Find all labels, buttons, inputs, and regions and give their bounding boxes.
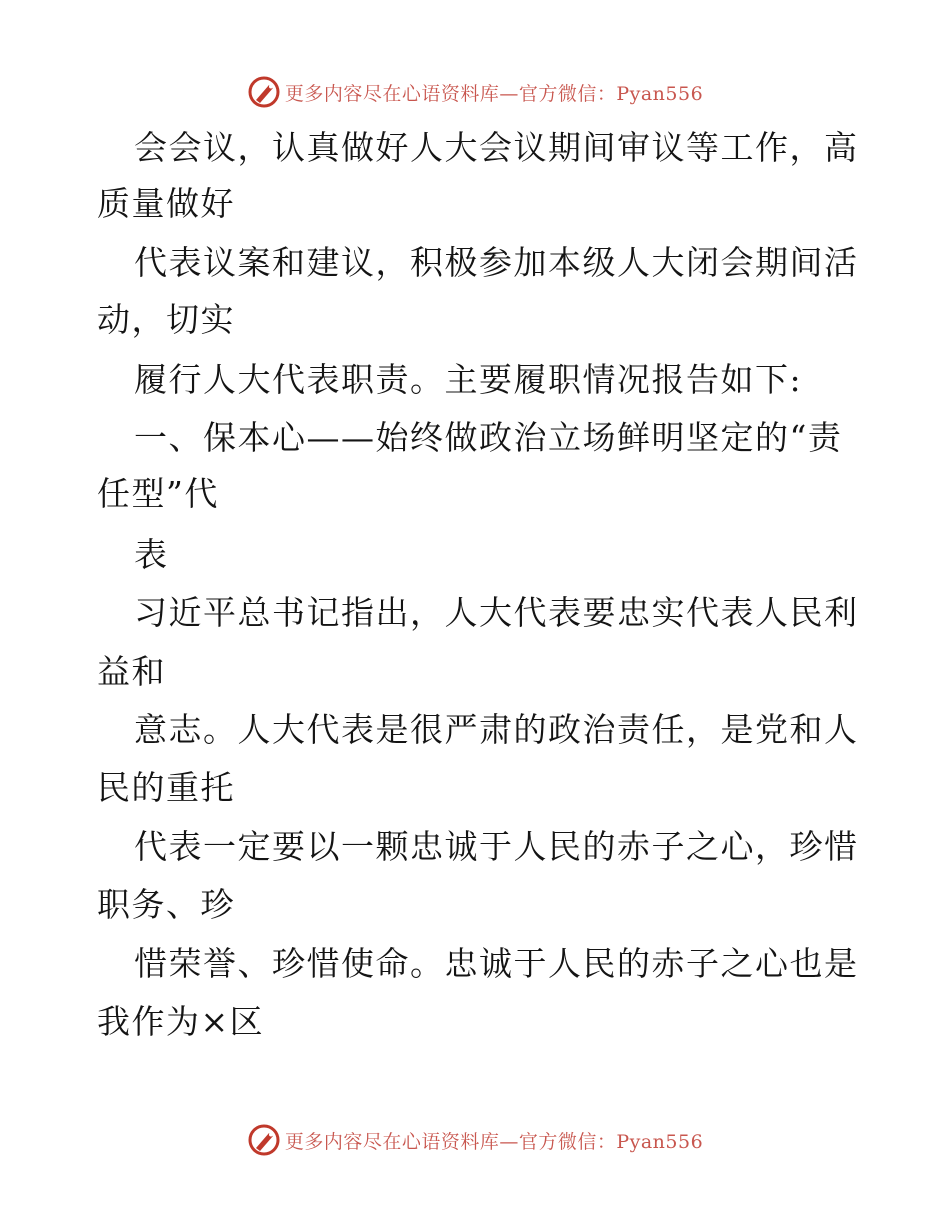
text-line: 代表议案和建议，积极参加本级人大闭会期间活 xyxy=(134,243,859,282)
text-line: 习近平总书记指出，人大代表要忠实代表人民利 xyxy=(134,593,859,632)
text-line: 一、保本心——始终做政治立场鲜明坚定的“责 xyxy=(134,418,843,457)
footer-banner xyxy=(0,1120,950,1160)
text-line: 质量做好 xyxy=(97,184,235,223)
text-line: 益和 xyxy=(97,652,166,691)
text-line: 民的重托 xyxy=(97,768,235,807)
pen-nib-logo-icon xyxy=(247,1123,281,1157)
text-line: 动，切实 xyxy=(97,300,235,339)
footer-banner-text: 更多内容尽在心语资料库—官方微信：Pyan556 xyxy=(284,1130,704,1153)
text-line: 惜荣誉、珍惜使命。忠诚于人民的赤子之心也是 xyxy=(134,944,859,983)
text-line: 履行人大代表职责。主要履职情况报告如下: xyxy=(134,360,803,399)
text-line: 代表一定要以一颗忠诚于人民的赤子之心，珍惜 xyxy=(134,827,859,866)
text-line: 职务、珍 xyxy=(97,885,235,924)
text-line: 会会议，认真做好人大会议期间审议等工作，高 xyxy=(134,128,859,167)
text-line: 任型”代 xyxy=(97,474,219,513)
text-line: 我作为×区 xyxy=(97,1002,265,1041)
header-banner-text: 更多内容尽在心语资料库—官方微信：Pyan556 xyxy=(284,82,704,105)
text-line: 表 xyxy=(134,535,169,574)
text-line: 意志。人大代表是很严肃的政治责任，是党和人 xyxy=(134,710,859,749)
